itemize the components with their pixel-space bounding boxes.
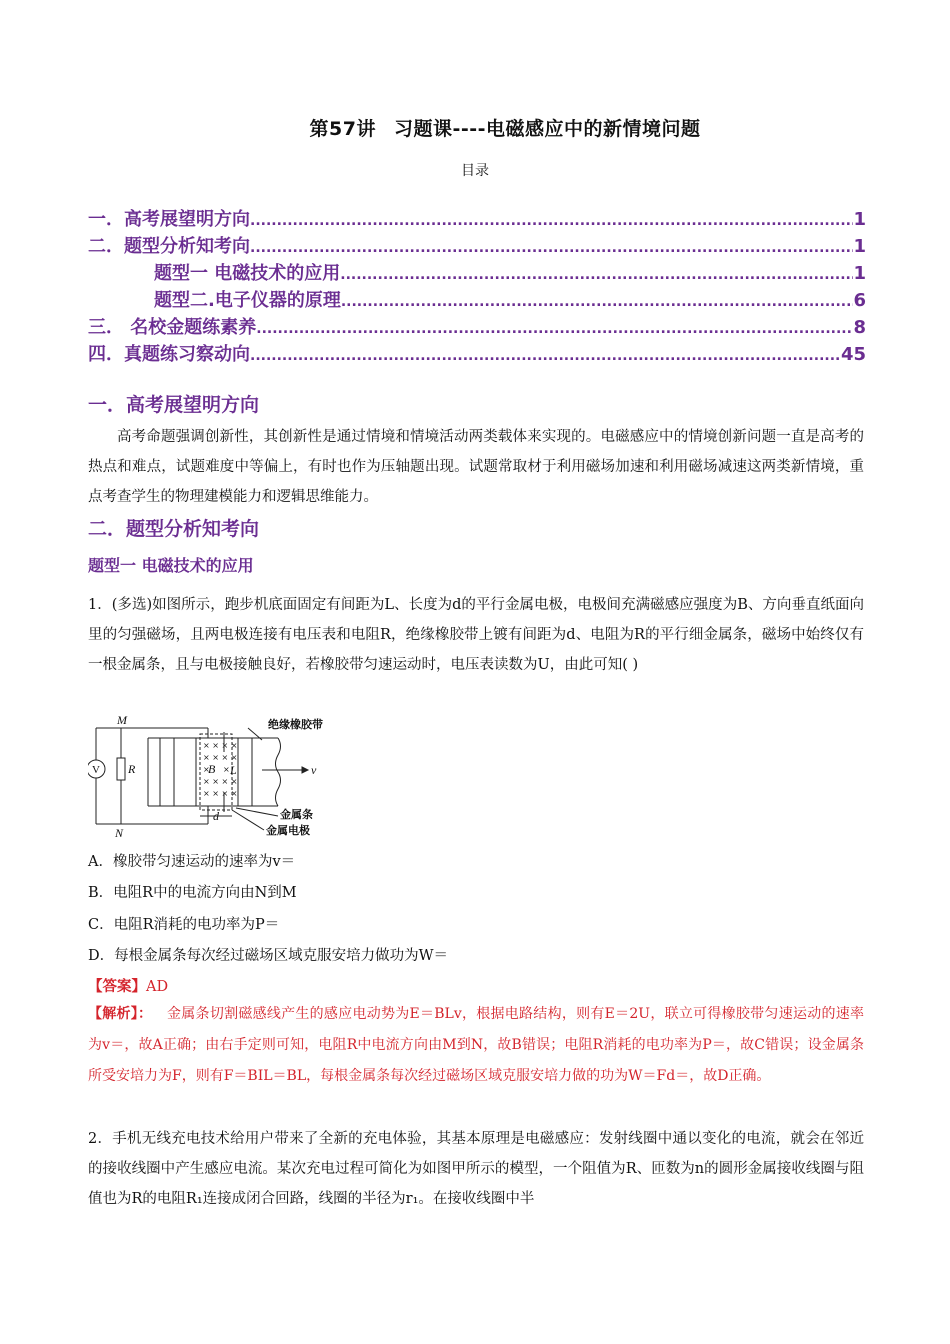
section-heading-1: 一．高考展望明方向	[88, 394, 260, 416]
toc-entry-page[interactable]: 1	[853, 263, 866, 284]
toc-entry-page[interactable]: 1	[853, 236, 866, 257]
spacing-label-d: d	[213, 809, 219, 823]
toc-entry[interactable]	[88, 341, 866, 368]
toc-entry[interactable]	[88, 314, 866, 341]
toc-entry-page[interactable]: 6	[853, 290, 866, 311]
answer-line	[88, 975, 168, 996]
subsection-heading-1: 题型一 电磁技术的应用	[88, 556, 254, 575]
option-d: D．每根金属条每次经过磁场区域克服安培力做功为W＝	[88, 948, 449, 964]
question-2-stem: 2．手机无线充电技术给用户带来了全新的充电体验，其基本原理是电磁感应：发射线圈中通以变化的电流，就会在邻近的接收线圈中产生感应电流。某次充电过程可简化为如图甲所示的模型，一个阻值为R、匝数为n的圆形金属接收线圈与阻值也为R的电阻R₁连接成闭合回路，线圈的半径为r₁。在接收线圈中半	[88, 1131, 864, 1207]
toc-leader-dots	[250, 235, 853, 260]
toc-entry-label[interactable]: 一．高考展望明方向	[88, 209, 250, 230]
toc-heading: 目录	[461, 163, 489, 179]
label-N: N	[115, 826, 124, 840]
svg-text:×: ×	[203, 765, 210, 774]
field-label-B: B	[208, 762, 216, 776]
question-1-stem: 1．(多选)如图所示，跑步机底面固定有间距为L、长度为d的平行金属电极，电极间充满磁感应强度为B、方向垂直纸面向里的匀强磁场，且两电极连接有电压表和电阻R，绝缘橡胶带上镀有间距为d、电阻为R的平行细金属条，磁场中始终仅有一根金属条，且与电极接触良好，若橡胶带匀速运动时，电压表读数为U，由此可知( )	[88, 597, 864, 673]
option-a: A．橡胶带匀速运动的速率为v＝	[88, 854, 296, 870]
toc-leader-dots	[341, 289, 854, 314]
analysis-label: 【解析】：	[88, 1006, 153, 1022]
svg-text:× × × ×: × × × ×	[203, 753, 238, 762]
section-heading-2: 二．题型分析知考向	[88, 518, 260, 540]
voltmeter-label: V	[92, 764, 100, 776]
answer-value: AD	[146, 979, 169, 995]
electrode-label: 金属电极	[266, 824, 310, 837]
toc-leader-dots	[340, 262, 853, 287]
lecture-number: 第57讲	[309, 118, 376, 140]
svg-text:×: ×	[223, 765, 230, 774]
page-title	[0, 114, 950, 141]
toc-entry[interactable]	[88, 287, 866, 314]
toc-entry[interactable]	[88, 206, 866, 233]
label-M: M	[117, 713, 127, 727]
table-of-contents	[88, 206, 866, 368]
length-label-L: L	[230, 763, 237, 777]
lecture-topic: 习题课----电磁感应中的新情境问题	[393, 118, 701, 140]
toc-entry-label[interactable]: 题型二.电子仪器的原理	[154, 290, 341, 311]
belt-label: 绝缘橡胶带	[268, 718, 323, 731]
toc-entry[interactable]	[88, 260, 866, 287]
option-c: C．电阻R消耗的电功率为P＝	[88, 917, 280, 933]
answer-label: 【答案】	[88, 978, 146, 995]
section-1-body: 高考命题强调创新性，其创新性是通过情境和情境活动两类载体来实现的。电磁感应中的情境创新问题一直是高考的热点和难点，试题难度中等偏上，有时也作为压轴题出现。试题常取材于利用磁场加速和利用磁场减速这两类新情境，重点考查学生的物理建模能力和逻辑思维能力。	[88, 429, 864, 505]
analysis-block	[88, 999, 864, 1092]
toc-entry-label[interactable]: 三． 名校金题练素养	[88, 317, 257, 338]
resistor-label: R	[128, 762, 136, 776]
analysis-text: 金属条切割磁感线产生的感应电动势为E＝BLv，根据电路结构，则有E＝2U，联立可得橡胶带匀速运动的速率为v＝，故A正确；由右手定则可知，电阻R中电流方向由M到N，故B错误；电阻R消耗的电功率为P＝，故C错误；设金属条所受安培力为F，则有F＝BIL＝BL，每根金属条每次经过磁场区域克服安培力做的功为W＝Fd＝，故D正确。	[88, 1006, 865, 1084]
svg-text:× × × ×: × × × ×	[203, 741, 238, 750]
toc-entry-page[interactable]: 8	[853, 317, 866, 338]
velocity-label-v: v	[311, 763, 317, 777]
strip-label: 金属条	[280, 808, 313, 821]
toc-entry[interactable]	[88, 233, 866, 260]
toc-leader-dots	[256, 316, 853, 341]
svg-text:× × × ×: × × × ×	[203, 777, 238, 786]
toc-entry-label[interactable]: 题型一 电磁技术的应用	[154, 263, 341, 284]
toc-entry-label[interactable]: 二．题型分析知考向	[88, 236, 250, 257]
svg-text:× × × ×: × × × ×	[203, 789, 238, 798]
treadmill-circuit-figure	[88, 712, 350, 840]
toc-leader-dots	[250, 208, 853, 233]
toc-entry-page[interactable]: 45	[840, 344, 866, 365]
toc-leader-dots	[250, 343, 841, 368]
toc-entry-page[interactable]: 1	[853, 209, 866, 230]
toc-entry-label[interactable]: 四．真题练习察动向	[88, 344, 250, 365]
option-b: B．电阻R中的电流方向由N到M	[88, 885, 297, 901]
